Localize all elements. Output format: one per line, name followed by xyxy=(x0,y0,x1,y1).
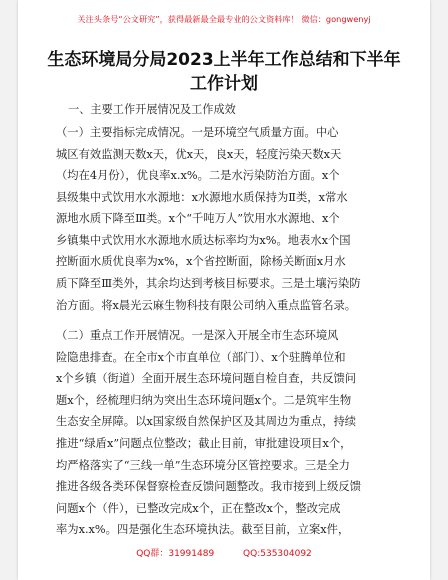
body-line: x个乡镇（街道）全面开展生态环境问题自检自查，共反馈问 xyxy=(56,372,357,385)
body-line: 县级集中式饮用水水源地：x水源地水质保持为Ⅱ类，x常水 xyxy=(56,191,348,204)
title-line-2: 工作计划 xyxy=(190,74,258,94)
document-page xyxy=(18,0,430,580)
body-line: 乡镇集中式饮用水水源地水质达标率均为x%。地表水x个国 xyxy=(56,234,351,247)
body-line: （均在4月份），优良率x.x%。二是水污染防治方面。x个 xyxy=(56,169,340,182)
body-line: 控断面水质优良率为x%，x个省控断面，除杨关断面x月水 xyxy=(56,255,346,268)
body-line: 均严格落实了“三线一单”生态环境分区管控要求。三是全力 xyxy=(56,459,350,472)
body-line: 率为x.x%。四是强化生态环境执法。截至目前，立案x件， xyxy=(56,523,350,536)
body-line: 源地水质下降至Ⅲ类。x个“千吨万人”饮用水水源地、x个 xyxy=(56,212,340,225)
body-line: （一）主要指标完成情况。一是环境空气质量方面。中心 xyxy=(56,126,339,139)
body-line: （二）重点工作开展情况。一是深入开展全市生态环境风 xyxy=(56,329,339,342)
qq-number: QQ:535304092 xyxy=(243,549,312,559)
body-line: 推进“绿盾x”问题点位整改；截止目前，审批建设项目x个， xyxy=(56,437,352,450)
body-line: 问题x个（件），已整改完成x个，正在整改x个，整改完成 xyxy=(56,502,341,515)
document-title xyxy=(18,48,430,96)
title-line-1: 生态环境局分局2023上半年工作总结和下半年 xyxy=(47,50,401,70)
body-line: 题x个，经梳理归纳为突出生态环境问题x个。二是筑牢生物 xyxy=(56,394,352,407)
body-line: 质下降至Ⅲ类外，其余均达到考核目标要求。三是土壤污染防 xyxy=(56,277,361,290)
body-line: 生态安全屏障。以x国家级自然保护区及其周边为重点，持续 xyxy=(56,415,357,428)
contact-footer xyxy=(18,546,430,559)
section-heading: 一、主要工作开展情况及工作成效 xyxy=(68,103,236,116)
body-line: 险隐患排查。在全市x个市直单位（部门）、x个驻腾单位和 xyxy=(56,351,346,364)
promo-banner: 关注头条号“公文研究”，获得最新最全最专业的公文资料库！ 微信：gongwenyj xyxy=(77,14,371,24)
qq-group: QQ群：31991489 xyxy=(136,549,215,559)
body-line: 推进各级各类环保督察检查反馈问题整改。我市接到上级反馈 xyxy=(56,480,362,493)
body-line: 治方面。将x晨光云麻生物科技有限公司纳入重点监管名录。 xyxy=(56,299,357,312)
body-line: 城区有效监测天数x天，优x天，良x天，轻度污染天数x天 xyxy=(56,148,342,161)
